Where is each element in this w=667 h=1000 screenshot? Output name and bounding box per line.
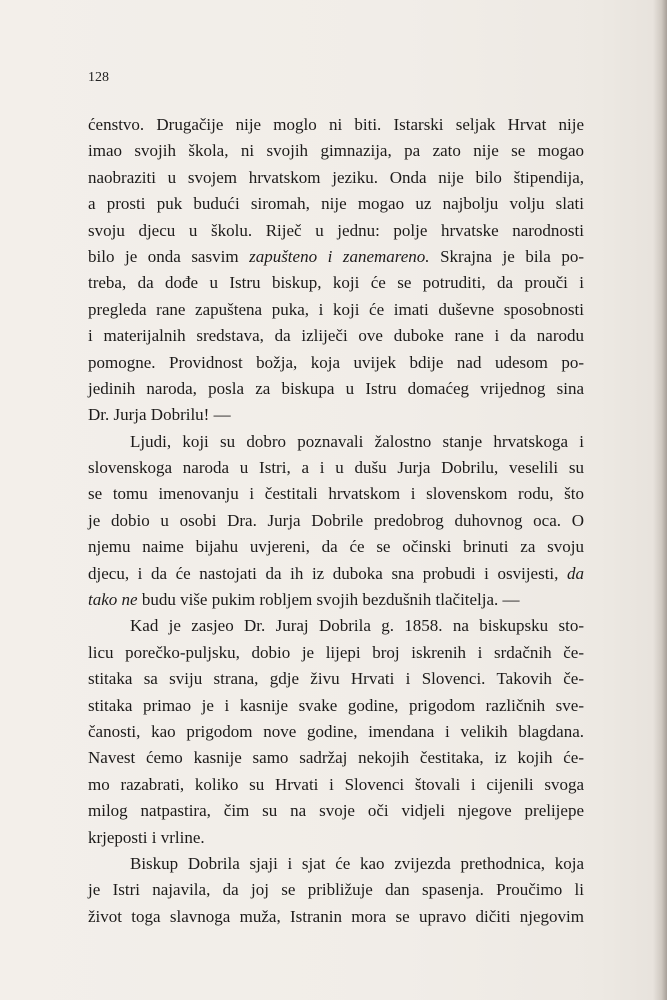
text-segment: djecu, i da će nastojati da ih iz duboka sna probudi i osvijesti, <box>88 563 567 583</box>
text-line <box>88 587 584 613</box>
emphasized-text: da <box>567 563 584 583</box>
page-number: 128 <box>88 70 109 85</box>
text-line: mo razabrati, koliko su Hrvati i Slovenci štovali i cijenili svoga <box>88 774 584 794</box>
text-line: a prosti puk budući siromah, nije mogao uz najbolju volju slati <box>88 194 584 214</box>
text-line: život toga slavnoga muža, Istranin mora se upravo dičiti njegovim <box>88 906 584 926</box>
text-line: Navest ćemo kasnije samo sadržaj nekojih čestitaka, iz kojih će- <box>88 748 584 768</box>
body-text <box>88 112 584 930</box>
text-line <box>88 561 584 587</box>
text-segment: bilo je onda sasvim <box>88 246 250 266</box>
text-line: milog natpastira, čim su na svoje oči vidjeli njegove prelijepe <box>88 801 584 821</box>
text-line: čanosti, kao prigodom nove godine, imendana i velikih blagdana. <box>88 721 584 741</box>
text-line <box>88 244 584 270</box>
text-line: njemu naime bijahu uvjereni, da će se očinski brinuti za svoju <box>88 537 584 557</box>
text-segment: budu više pukim robljem svojih bezdušnih tlačitelja. — <box>137 590 520 610</box>
text-line: licu porečko-puljsku, dobio je lijepi broj iskrenih i srdačnih če- <box>88 642 584 662</box>
text-line: svoju djecu u školu. Riječ u jednu: polje hrvatske narodnosti <box>88 220 584 240</box>
text-line: ćenstvo. Drugačije nije moglo ni biti. Istarski seljak Hrvat nije <box>88 115 584 134</box>
emphasized-text: tako ne <box>88 590 138 610</box>
text-line: Biskup Dobrila sjaji i sjat će kao zvijezda prethodnica, koja <box>130 853 584 873</box>
text-line: jedinih naroda, posla za biskupa u Istru domaćeg vrijednog sina <box>88 378 584 398</box>
text-line: Ljudi, koji su dobro poznavali žalostno stanje hrvatskoga i <box>130 431 584 451</box>
text-line: krjeposti i vrline. <box>88 827 205 847</box>
text-line: Kad je zasjeo Dr. Juraj Dobrila g. 1858. na biskupsku sto- <box>130 616 584 636</box>
text-line: je Istri najavila, da joj se približuje dan spasenja. Proučimo li <box>88 880 584 900</box>
text-line: imao svojih škola, ni svojih gimnazija, pa zato nije se mogao <box>88 141 584 161</box>
text-line: Dr. Jurja Dobrilu! — <box>88 405 231 425</box>
text-line: je dobio u osobi Dra. Jurja Dobrile predobrog duhovnog oca. O <box>88 510 584 530</box>
emphasized-text: zapušteno i zanemareno. <box>249 246 430 266</box>
text-segment: Skrajna je bila po- <box>429 246 584 266</box>
page-spine-shadow <box>653 0 667 1000</box>
text-line: se tomu imenovanju i čestitali hrvatskom i slovenskom rodu, što <box>88 484 584 504</box>
text-line: i materijalnih sredstava, da izliječi ove duboke rane i da narodu <box>88 326 584 346</box>
text-line: naobraziti u svojem hrvatskom jeziku. Onda nije bilo štipendija, <box>88 167 584 187</box>
text-line: pomogne. Providnost božja, koja uvijek bdije nad udesom po- <box>88 352 584 372</box>
text-line: treba, da dođe u Istru biskup, koji će se potruditi, da prouči i <box>88 273 584 293</box>
text-line: stitaka sa sviju strana, gdje živu Hrvati i Slovenci. Takovih če- <box>88 669 584 689</box>
text-line: pregleda rane zapuštena puka, i koji će imati duševne sposobnosti <box>88 299 584 319</box>
text-line: slovenskoga naroda u Istri, a i u dušu Jurja Dobrilu, veselili su <box>88 458 584 478</box>
text-line: stitaka primao je i kasnije svake godine, prigodom različnih sve- <box>88 695 584 715</box>
